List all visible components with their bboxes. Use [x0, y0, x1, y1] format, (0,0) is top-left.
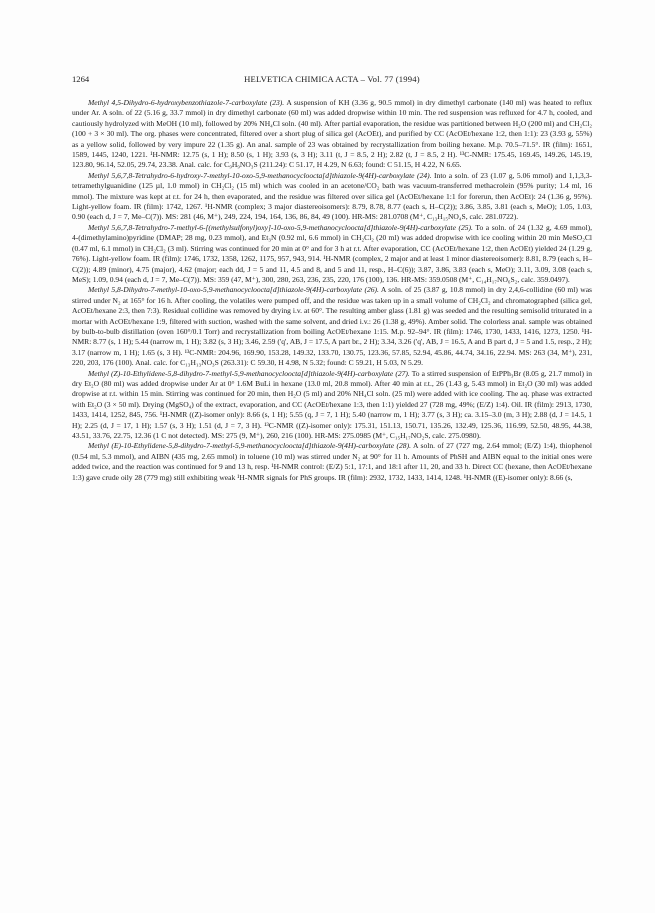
compound-title: Methyl 4,5-Dihydro-6-hydroxybenzothiazole-7-carboxylate (23).	[88, 98, 285, 107]
procedure-text: To a stirred suspension of EtPPh₃Br (8.05 g, 21.7 mmol) in dry Et₂O (80 ml) was added dropwise under Ar at 0° 1.6M BuLi in hexane (13.0 ml, 20.8 mmol). After 40 min at r.t., 26 (1.43 g, 5.43 mmol) in Et₂O (30 ml) was added dropwise at r.t. within 15 min. Stirring was continued for 20 min, then H₂O (5 ml) and 20% NH₄Cl soln. (25 ml) were added with ice cooling. The aq. phase was extracted with Et₂O (3 × 50 ml). Drying (MgSO₄) of the extract, evaporation, and CC (AcOEt/hexane 1:3, then 1:1) yielded 27 (728 mg, 49%; (E/Z) 1:4). Oil. IR (film): 2913, 1730, 1433, 1414, 1252, 845, 756. ¹H-NMR ((Z)-isomer only): 8.66 (s, 1 H); 5.55 (q, J = 7, 1 H); 5.40 (narrow m, 1 H); 3.77 (s, 3 H); ca. 3.15–3.0 (m, 3 H); 2.88 (d, J = 14.5, 1 H); 2.25 (d, J = 17, 1 H); 1.57 (s, 3 H); 1.51 (d, J = 7, 3 H). ¹³C-NMR ((Z)-isomer only): 175.31, 151.13, 150.71, 135.26, 132.49, 125.36, 116.99, 52.50, 48.95, 44.38, 43.51, 33.76, 22.75, 12.36 (1 C not detected). MS: 275 (9, M⁺), 260, 216 (100). HR-MS: 275.0985 (M⁺, C₁₅H₁₇NO₂S, calc. 275.0980).	[72, 368, 592, 440]
paragraph-compound-27	[72, 369, 592, 442]
paragraph-compound-25	[72, 223, 592, 285]
procedure-text: To a soln. of 24 (1.32 g, 4.69 mmol), 4-(dimethylamino)pyridine (DMAP; 28 mg, 0.23 mmol), and Et₃N (0.92 ml, 6.6 mmol) in CH₂Cl₂ (20 ml) was added dropwise with ice cooling within 20 min MeSO₂Cl (0.47 ml, 6.1 mmol) in CH₂Cl₂ (3 ml). Stirring was continued for 20 min at 0° and for 3 h at r.t. After evaporation, CC (AcOEt/hexane 1:2, then AcOEt) yielded 24 (1.29 g, 76%). Light-yellow foam. IR (film): 1746, 1732, 1358, 1262, 1175, 957, 943, 914. ¹H-NMR (complex, 2 major and at least 1 minor diastereoisomer): 8.81, 8.79 (each s, H–C(2)); 4.89 (minor), 4.75 (major), 4.62 (major; each dd, J = 5 and 11, 4.5 and 8, and 5 and 11, resp., H–C(6)); 3.87, 3.86, 3.83 (each s, MeO); 3.11, 3.09, 3.08 (each s, MeS); 1.09, 0.94 (each d, J = 7, Me–C(7)). MS: 359 (47, M⁺), 300, 280, 263, 236, 235, 220, 176 (100), 136. HR-MS: 359.0508 (M⁺, C₁₄H₁₇NO₆S₂, calc. 359.0497).	[72, 222, 592, 284]
procedure-text: A soln. of 27 (727 mg, 2.64 mmol; (E/Z) 1:4), thiophenol (0.54 ml, 5.3 mmol), and AIBN (435 mg, 2.65 mmol) in toluene (10 ml) was stirred under N₂ at 90° for 11 h. Amounts of PhSH and AIBN equal to the initial ones were added twice, and the reaction was continued for 9 and 13 h, resp. ¹H-NMR control: (E/Z) 5:1, 17:1, and 18:1 after 11, 20, and 33 h. Direct CC (hexane, then AcOEt/hexane 1:3) gave crude oily 28 (779 mg) still exhibiting weak ¹H-NMR signals for PhS groups. IR (film): 2932, 1732, 1433, 1414, 1248. ¹H-NMR ((E)-isomer only): 8.66 (s,	[72, 441, 592, 482]
page-header	[72, 72, 592, 86]
paragraph-compound-26	[72, 285, 592, 368]
compound-title: Methyl (Z)-10-Ethylidene-5,8-dihydro-7-methyl-5,9-methanocycloocta[d]thiazole-9(4H)-carboxylate (27).	[88, 368, 410, 378]
experimental-text	[72, 98, 592, 483]
paragraph-compound-23	[72, 98, 592, 171]
procedure-text: A suspension of KH (3.36 g, 90.5 mmol) in dry dimethyl carbonate (140 ml) was heated to reflux under Ar. A soln. of 22 (5.16 g, 33.7 mmol) in dry dimethyl carbonate (60 ml) was added dropwise within 10 min. The red suspension was refluxed for 4.7 h, cooled, and cautiously hydrolyzed with MeOH (10 ml), followed by 20% NH₄Cl soln. (40 ml). After partial evaporation, the residue was partitioned between H₂O (200 ml) and CH₂Cl₂ (100 + 3 × 30 ml). The org. phases were concentrated, filtered over a short plug of silica gel (AcOEt), and purified by CC (AcOEt/hexane 1:2, then 1:1): 23 (3.93 g, 55%) as a yellow solid, followed by very impure 22 (1.35 g). An anal. sample of 23 was obtained by recrystallization from boiling hexane. M.p. 70.5–71.5°. IR (film): 1651, 1589, 1445, 1240, 1221. ¹H-NMR: 12.75 (s, 1 H); 8.50 (s, 1 H); 3.93 (s, 3 H); 3.11 (t, J = 8.5, 2 H); 2.82 (t, J = 8.5, 2 H). ¹³C-NMR: 175.45, 169.45, 149.26, 145.19, 123.80, 96.14, 52.05, 29.74, 23.38. Anal. calc. for C₉H₉NO₃S (211.24): C 51.17, H 4.29, N 6.63; found: C 51.15, H 4.22, N 6.65.	[72, 98, 592, 170]
running-head: HELVETICA CHIMICA ACTA – Vol. 77 (1994)	[244, 74, 420, 84]
procedure-text: A soln. of 25 (3.87 g, 10.8 mmol) in dry 2,4,6-collidine (60 ml) was stirred under N₂ at 165° for 16 h. After cooling, the volatiles were pumped off, and the residue was taken up in a small volume of CH₂Cl₂ and chromatographed (silica gel, AcOEt/hexane 2:3, then 7:3). Residual collidine was removed by drying i.v. at 60°. The resulting amber glass (1.81 g) was seeded and the resulting semisolid triturated in a mortar with AcOEt/hexane 1:9, filtered with suction, washed with the same solvent, and dried i.v.: 26 (1.38 g, 49%). Amber solid. The colorless anal. sample was obtained by bulb-to-bulb distillation (oven 160°/0.1 Torr) and recrystallization from boiling AcOEt/hexane 1:15. M.p. 92–94°. IR (film): 1746, 1730, 1433, 1416, 1273, 1250. ¹H-NMR: 8.77 (s, 1 H); 5.44 (narrow m, 1 H); 3.82 (s, 3 H); 3.46, 2.59 ('q', AB, J = 17.5, A part br., 2 H); 3.34, 3.26 ('q', AB, J = 16.5, A and B part d, J = 5 and 1.5, resp., 2 H); 3.17 (narrow m, 1 H); 1.65 (s, 3 H). ¹³C-NMR: 204.96, 169.90, 153.28, 149.32, 133.70, 130.75, 123.36, 57.85, 52.94, 45.86, 44.74, 34.16, 22.94. MS: 263 (34, M⁺), 231, 220, 203, 176 (100). Anal. calc. for C₁₃H₁₃NO₃S (263.31): C 59.30, H 4.98, N 5.32; found: C 59.21, H 5.03, N 5.29.	[72, 285, 592, 368]
procedure-text: Into a soln. of 23 (1.07 g, 5.06 mmol) and 1,1,3,3-tetramethylguanidine (125 µl, 1.0 mmol) in CH₂Cl₂ (15 ml) which was cooled in an acetone/CO₂ bath was vacuum-transferred methacrolein (95% purity; 1.4 ml, 16 mmol). The mixture was kept at r.t. for 24 h, then evaporated, and the residue was filtered over silica gel (AcOEt/hexane 1:1 for forerun, then AcOEt): 24 (1.36 g, 95%). Light-yellow foam. IR (film): 1742, 1267. ¹H-NMR (complex; 3 major diastereoisomers): 8.79, 8.78, 8.77 (each s, H–C(2)); 3.86, 3.85, 3.81 (each s, MeO); 1.05, 1.03, 0.90 (each d, J = 7, Me–C(7)). MS: 281 (46, M⁺), 249, 224, 194, 164, 136, 86, 84, 49 (100). HR-MS: 281.0708 (M⁺, C₁₃H₁₅NO₄S, calc. 281.0722).	[72, 170, 592, 222]
compound-title: Methyl 5,6,7,8-Tetrahydro-7-methyl-6-[(methylsulfonyl)oxy]-10-oxo-5,9-methanocycloocta[d]thiazole-9(4H)-carboxylate (25).	[88, 222, 473, 232]
compound-title: Methyl 5,6,7,8-Tetrahydro-6-hydroxy-7-methyl-10-oxo-5,9-methanocycloocta[d]thiazole-9(4H)-carboxylate (24).	[88, 170, 432, 180]
paragraph-compound-28	[72, 441, 592, 483]
compound-title: Methyl 5,8-Dihydro-7-methyl-10-oxo-5,9-methanocycloocta[d]thiazole-9(4H)-carboxylate (26).	[88, 285, 379, 295]
paragraph-compound-24	[72, 171, 592, 223]
compound-title: Methyl (E)-10-Ethylidene-5,8-dihydro-7-methyl-5,9-methanocycloocta[d]thiazole-9(4H)-carboxylate (28).	[88, 441, 411, 451]
page-number: 1264	[72, 74, 90, 84]
